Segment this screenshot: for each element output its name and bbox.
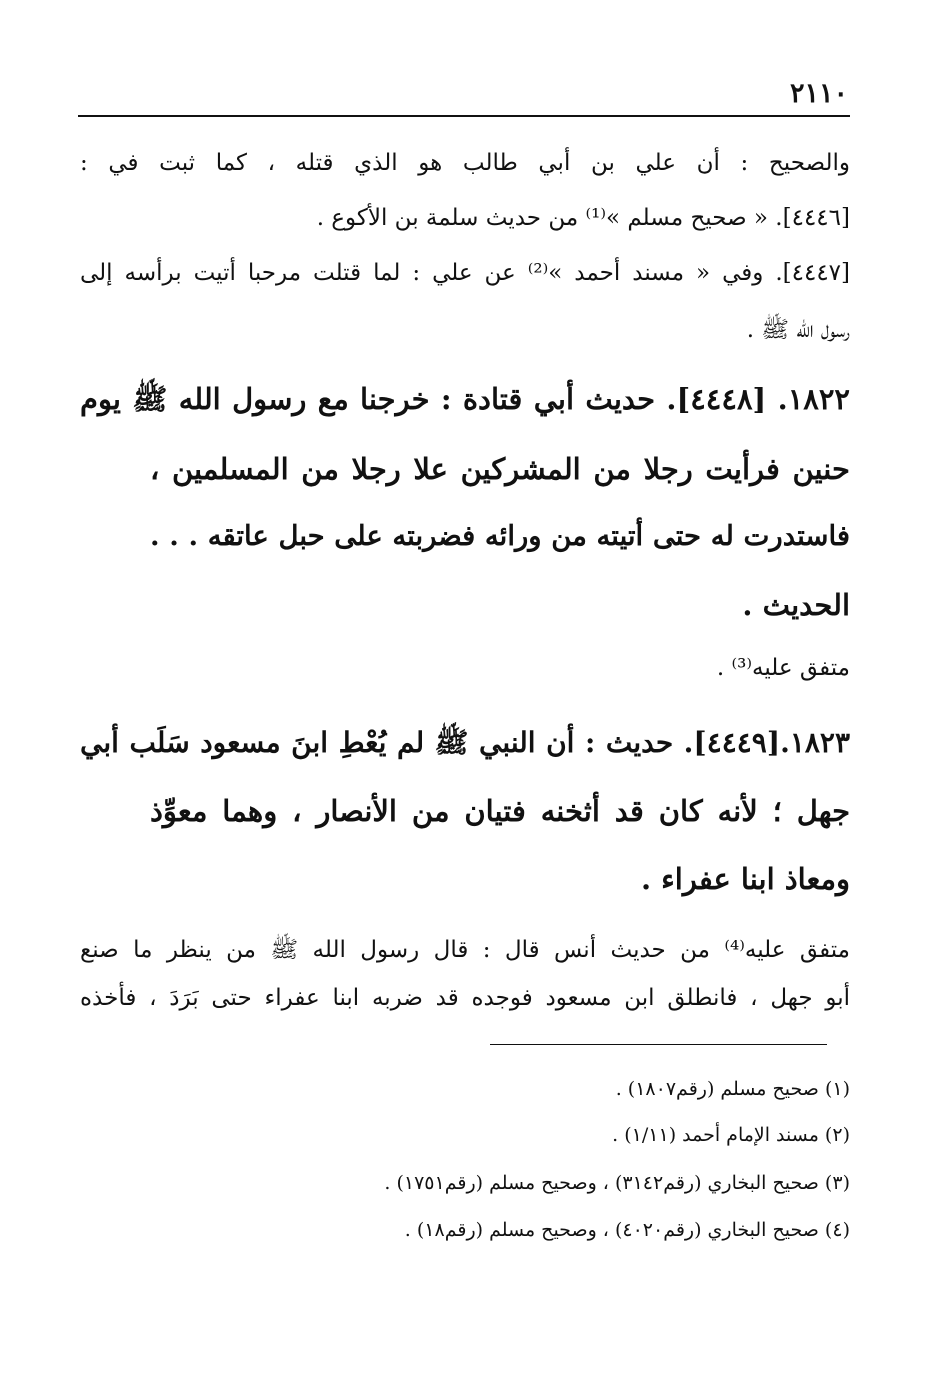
header-rule — [78, 115, 850, 117]
anas-line: أبو جهل ، فانطلق ابن مسعود فوجده قد ضربه ابنا عفراء حتى بَرَدَ ، فأخذه — [80, 985, 850, 1011]
intro-line: رسول الله ﷺ . — [746, 317, 850, 343]
hadith-line: ١٨٢٣.[٤٤٤٩]. حديث : أن النبي ﷺ لم يُعْطِ ابنَ مسعود سَلَب أبي — [80, 726, 850, 759]
intro-line: والصحيح : أن علي بن أبي طالب هو الذي قتله ، كما ثبت في : — [80, 150, 850, 176]
agreed-note-1: متفق عليه⁽³⁾ . — [716, 655, 850, 681]
intro-line: [٤٤٤٦]. « صحيح مسلم »⁽¹⁾ من حديث سلمة بن الأكوع . — [316, 205, 850, 231]
hadith-1823 — [80, 726, 850, 926]
hadith-line: حنين فرأيت رجلا من المشركين علا رجلا من المسلمين ، — [150, 452, 850, 486]
hadith-1822 — [80, 382, 850, 642]
footnote-rule — [490, 1044, 827, 1045]
hadith-line: ومعاذ ابنا عفراء . — [640, 862, 850, 896]
page-number: ٢١١٠ — [789, 78, 848, 109]
footnote: (٣) صحيح البخاري (رقم٣١٤٢) ، وصحيح مسلم (رقم١٧٥١) . — [384, 1172, 850, 1194]
hadith-line: جهل ؛ لأنه كان قد أثخنه فتيان من الأنصار ، وهما معوِّذ — [150, 794, 850, 828]
footnotes — [80, 1078, 850, 1258]
hadith-line: ١٨٢٢. [٤٤٤٨]. حديث أبي قتادة : خرجنا مع رسول الله ﷺ يوم — [80, 382, 850, 416]
footnote: (٤) صحيح البخاري (رقم٤٠٢٠) ، وصحيح مسلم (رقم١٨) . — [404, 1219, 850, 1241]
hadith-line: فاستدرت له حتى أتيته من ورائه فضربته على حبل عاتقه . . . — [150, 520, 850, 552]
footnote: (١) صحيح مسلم (رقم١٨٠٧) . — [615, 1078, 850, 1100]
anas-line: متفق عليه⁽⁴⁾ من حديث أنس قال : قال رسول الله ﷺ من ينظر ما صنع — [80, 937, 850, 963]
hadith-line: الحديث . — [742, 588, 850, 622]
intro-paragraph — [80, 150, 850, 350]
anas-paragraph — [80, 935, 850, 1025]
footnote: (٢) مسند الإمام أحمد (١/١١) . — [612, 1124, 850, 1146]
intro-line: [٤٤٤٧]. وفي « مسند أحمد »⁽²⁾ عن علي : لما قتلت مرحبا أتيت برأسه إلى — [80, 260, 851, 286]
